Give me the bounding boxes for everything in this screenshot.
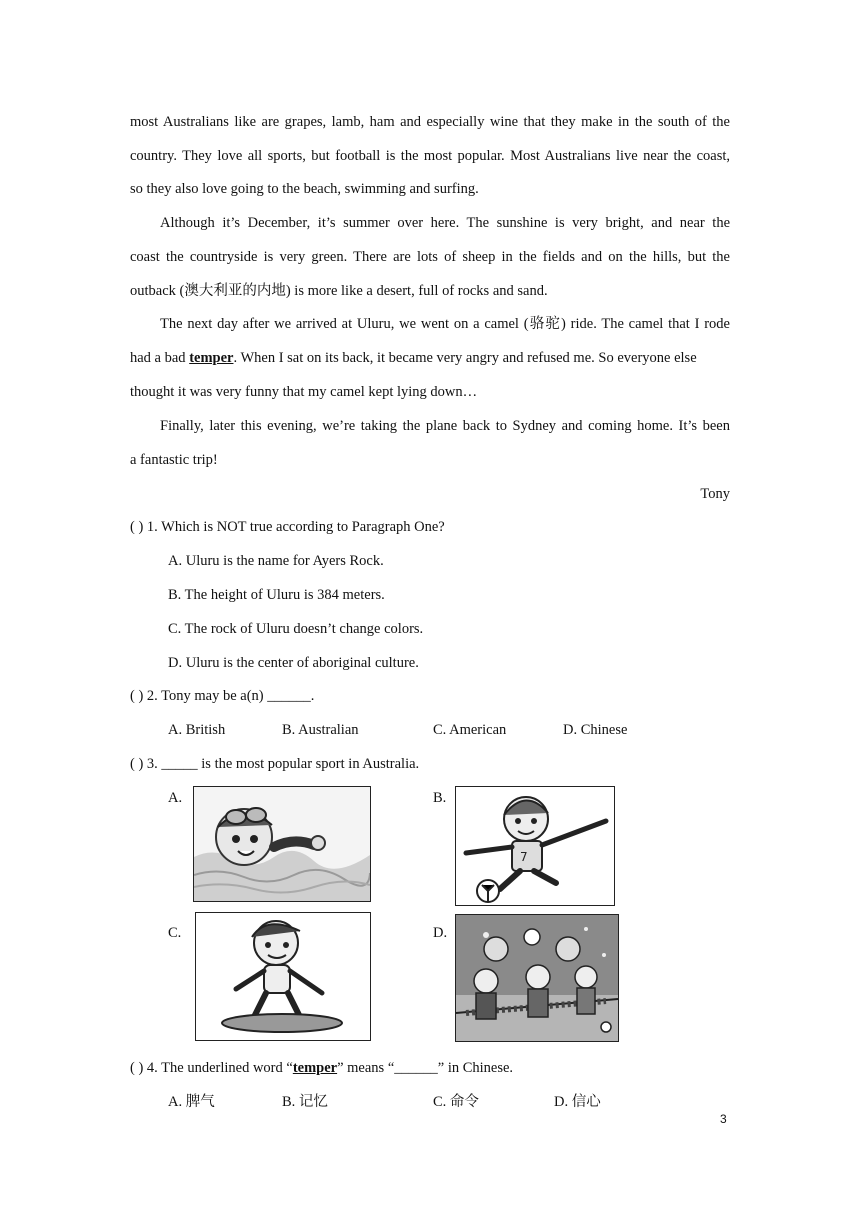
passage-line: so they also love going to the beach, swimming and surfing.: [130, 181, 479, 197]
question-text: ( ) 4. The underlined word “: [130, 1060, 293, 1076]
question-3-stem: ( ) 3. _____ is the most popular sport in Australia.: [130, 756, 420, 772]
question-3-option-c-label: C.: [168, 925, 182, 941]
question-1-option-b: B. The height of Uluru is 384 meters.: [168, 587, 385, 603]
passage-line: most Australians like are grapes, lamb, ham and especially wine that they make in the south of the: [130, 114, 730, 130]
passage-line: The next day after we arrived at Uluru, we went on a camel (骆驼) ride. The camel that I rode: [160, 316, 730, 332]
surfing-picture: [195, 912, 371, 1041]
svg-text:7: 7: [520, 850, 528, 864]
question-4-option-a: A. 脾气: [168, 1094, 215, 1110]
passage-line: country. They love all sports, but football is the most popular. Most Australians live near the coast,: [130, 148, 730, 164]
passage-line: thought it was very funny that my camel kept lying down…: [130, 384, 478, 400]
volleyball-picture: [455, 914, 619, 1042]
passage-line: a fantastic trip!: [130, 452, 218, 468]
question-4-option-d: D. 信心: [554, 1094, 601, 1110]
question-1-option-a: A. Uluru is the name for Ayers Rock.: [168, 553, 384, 569]
underlined-word-temper: temper: [292, 1060, 338, 1076]
question-3-option-a-label: A.: [168, 790, 183, 806]
swimming-picture: [193, 786, 371, 902]
question-2-option-b: B. Australian: [282, 722, 359, 738]
page-number: 3: [720, 1112, 727, 1126]
question-2-option-d: D. Chinese: [563, 722, 628, 738]
question-1-stem: ( ) 1. Which is NOT true according to Paragraph One?: [130, 519, 445, 535]
signature: Tony: [700, 486, 730, 502]
passage-text: had a bad: [130, 350, 190, 366]
passage-line: outback (澳大利亚的内地) is more like a desert, full of rocks and sand.: [130, 283, 548, 299]
passage-line: Although it’s December, it’s summer over here. The sunshine is very bright, and near the: [160, 215, 730, 231]
passage-line: [130, 348, 730, 368]
question-3-option-d-label: D.: [433, 925, 448, 941]
question-4-option-c: C. 命令: [433, 1094, 479, 1110]
underlined-word-temper: temper: [189, 350, 234, 366]
passage-line: Finally, later this evening, we’re taking the plane back to Sydney and coming home. It’s been: [160, 418, 730, 434]
question-2-option-c: C. American: [433, 722, 507, 738]
passage-line: coast the countryside is very green. There are lots of sheep in the fields and on the hills, but the: [130, 249, 730, 265]
football-player-illustration: [456, 787, 614, 905]
question-1-option-d: D. Uluru is the center of aboriginal culture.: [168, 655, 419, 671]
question-2-stem: ( ) 2. Tony may be a(n) ______.: [130, 688, 315, 704]
question-text: ” means “______” in Chinese.: [337, 1060, 514, 1076]
surfer-illustration: [196, 913, 370, 1040]
swimmer-illustration: [194, 787, 370, 901]
beach-volleyball-illustration: [456, 915, 618, 1041]
passage-text: . When I sat on its back, it became very angry and refused me. So everyone else: [233, 350, 697, 366]
question-4-option-b: B. 记忆: [282, 1094, 328, 1110]
question-2-option-a: A. British: [168, 722, 226, 738]
question-4-stem: [130, 1058, 513, 1078]
football-picture: [455, 786, 615, 906]
question-3-option-b-label: B.: [433, 790, 447, 806]
question-1-option-c: C. The rock of Uluru doesn’t change colors.: [168, 621, 424, 637]
